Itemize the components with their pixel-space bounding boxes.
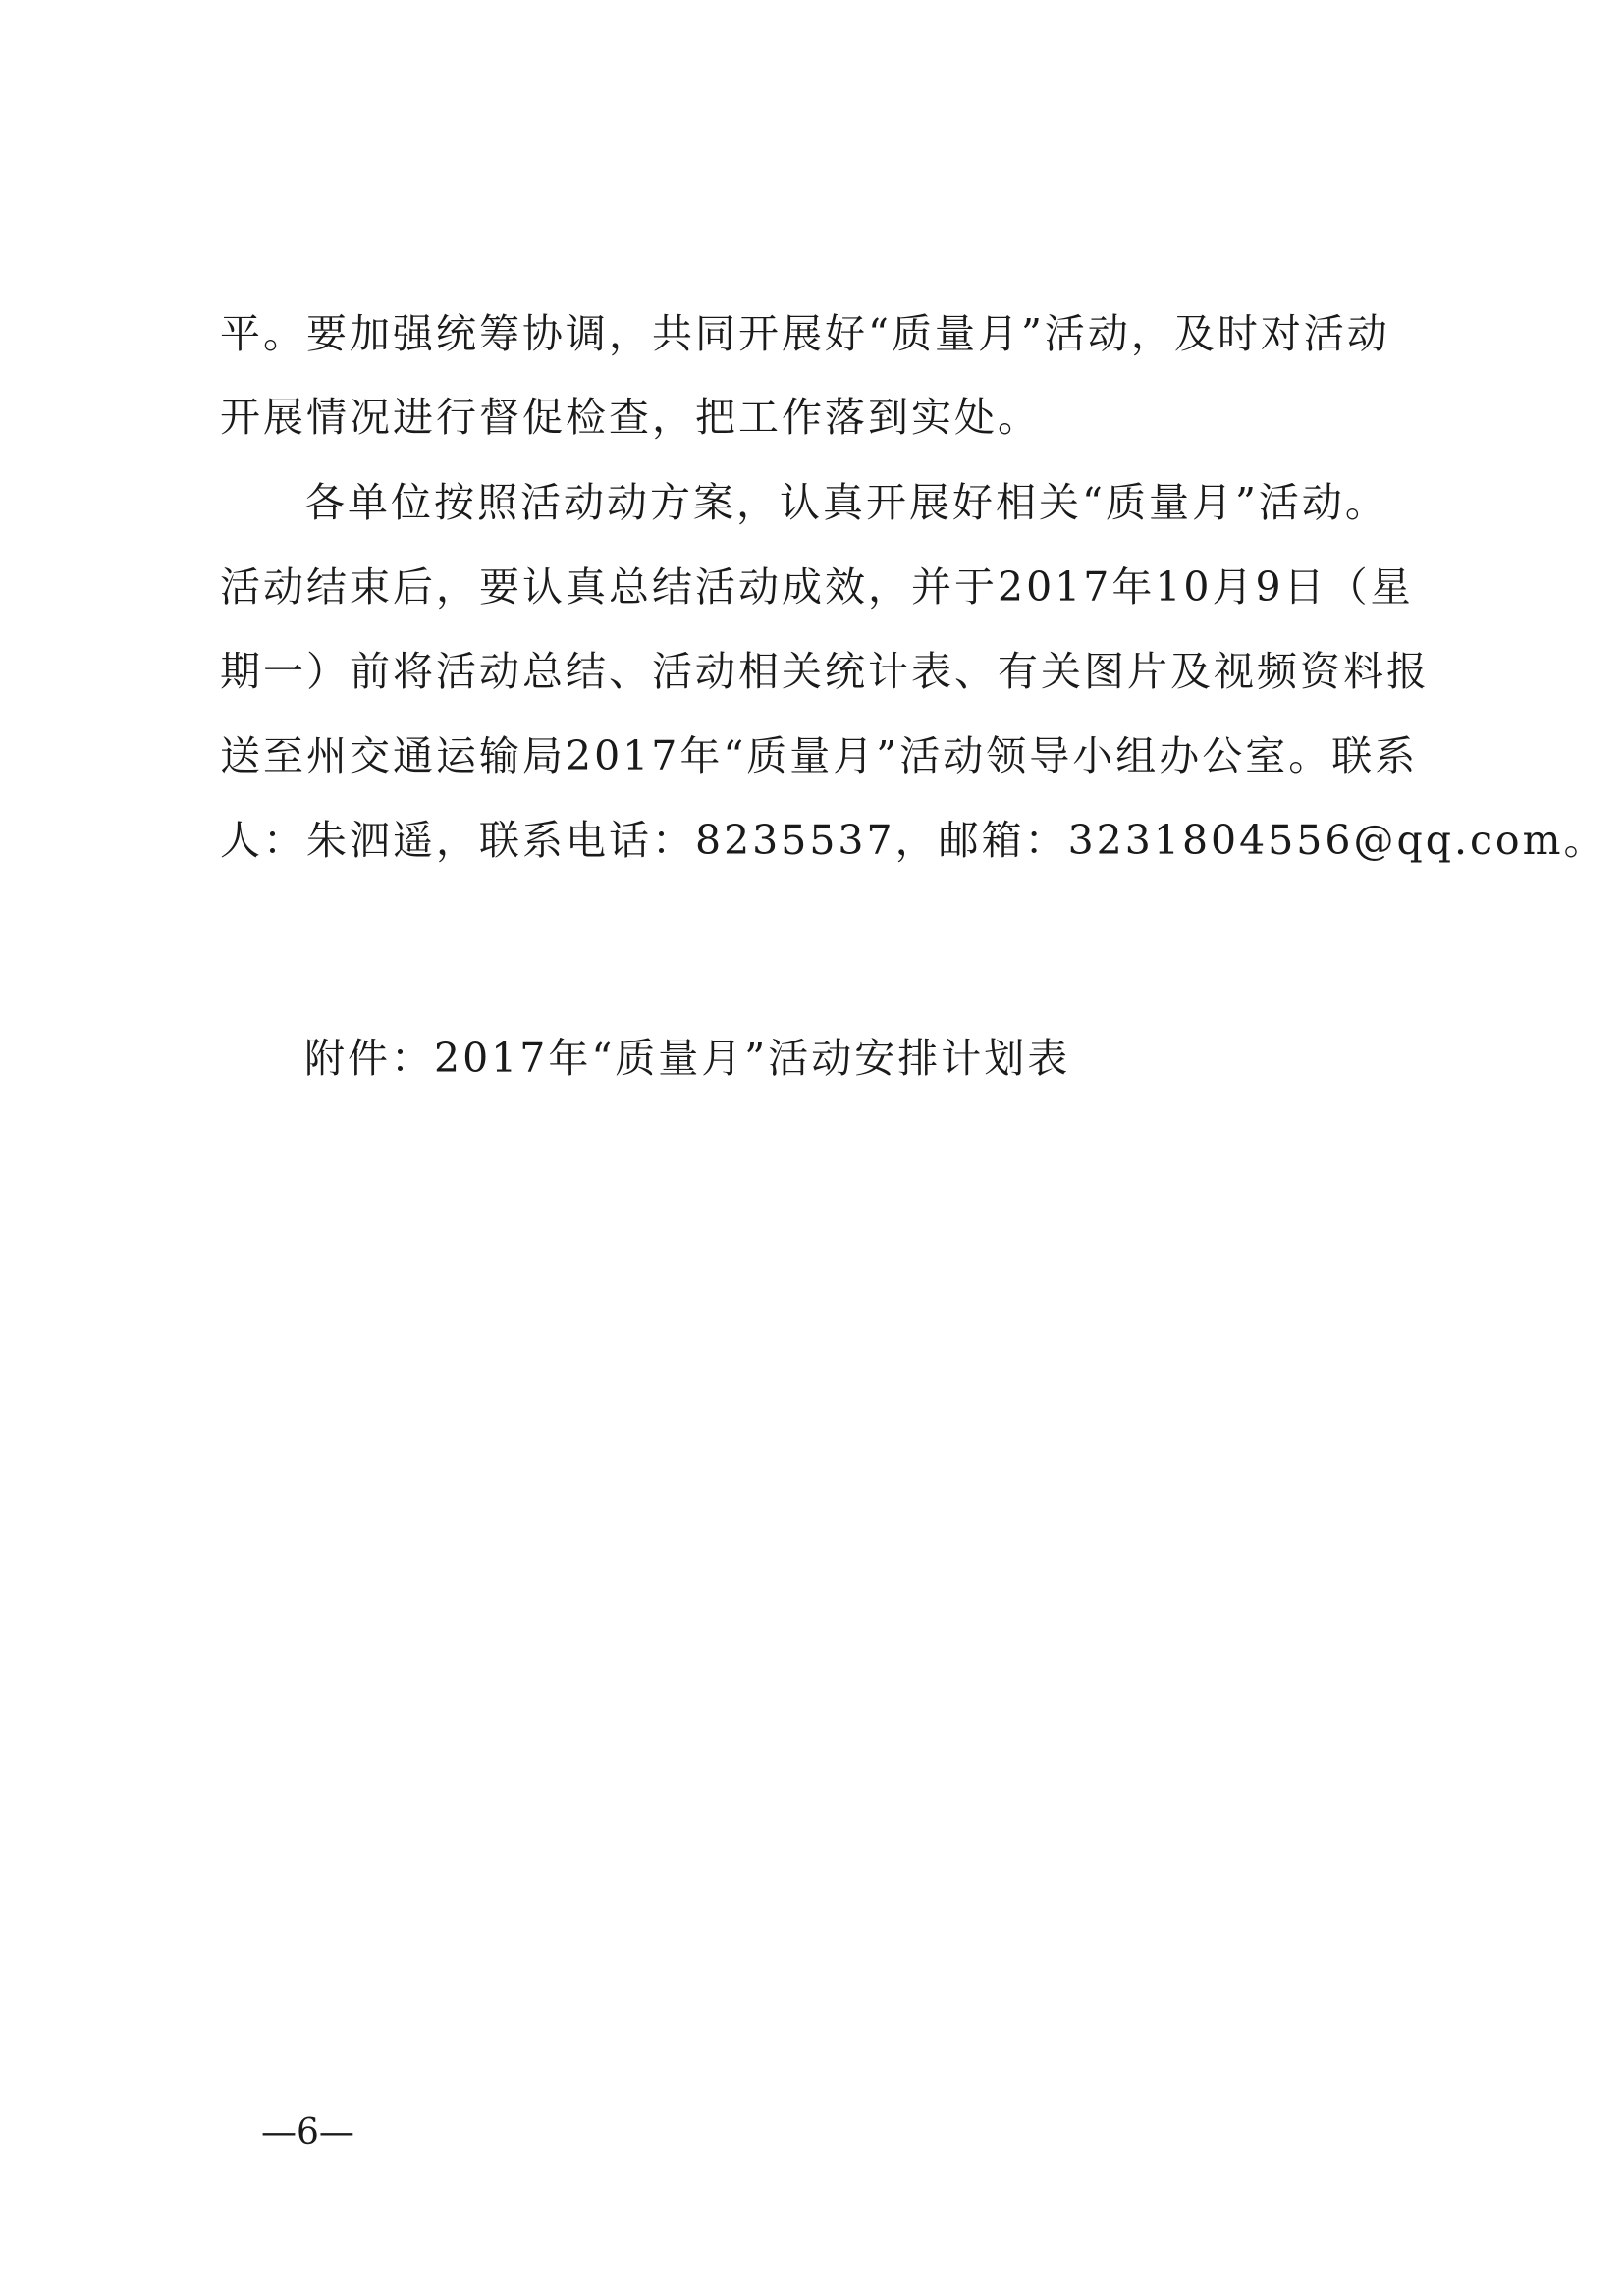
body-text-line: 送至州交通运输局2017年“质量月”活动领导小组办公室。联系 <box>220 732 1419 779</box>
contact-info-line: 人：朱泗遥，联系电话：8235537，邮箱：3231804556@qq.com。 <box>220 817 1607 864</box>
body-text-line: 开展情况进行督促检查，把工作落到实处。 <box>220 394 1041 441</box>
body-text-line: 各单位按照活动动方案，认真开展好相关“质量月”活动。 <box>304 479 1388 526</box>
attachment-note: 附件：2017年“质量月”活动安排计划表 <box>304 1035 1071 1082</box>
page-number: —6— <box>261 2112 354 2153</box>
body-text-line: 平。要加强统筹协调，共同开展好“质量月”活动，及时对活动 <box>220 310 1390 357</box>
body-text-line: 期一）前将活动总结、活动相关统计表、有关图片及视频资料报 <box>220 648 1430 695</box>
body-text-line: 活动结束后，要认真总结活动成效，并于2017年10月9日（星 <box>220 563 1414 611</box>
